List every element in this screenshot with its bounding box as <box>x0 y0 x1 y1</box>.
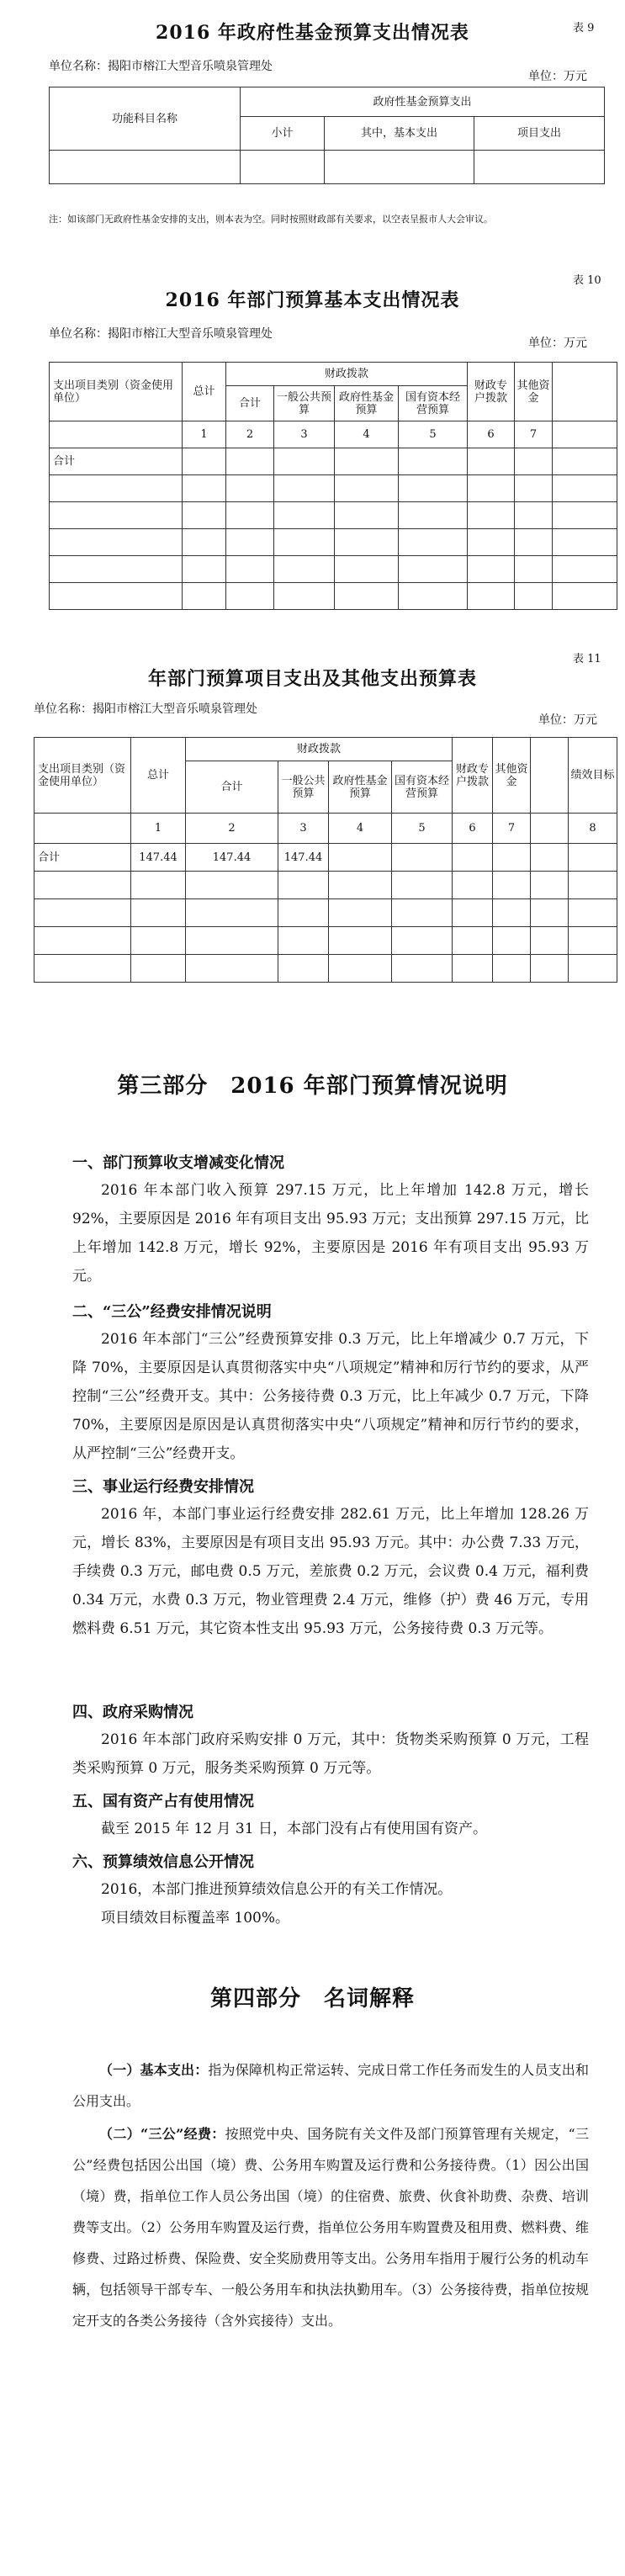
total-label: 合计 <box>50 448 183 475</box>
section-heading: 四、政府采购情况 <box>72 1704 193 1721</box>
header-func-subject: 功能科目名称 <box>50 87 241 151</box>
header-fiscal: 财政拨款 <box>226 363 468 386</box>
section-paragraph: 2016 年本部门政府采购安排 0 万元，其中：货物类采购预算 0 万元，工程类采购预算 0 万元，服务类采购预算 0 万元等。 <box>72 1731 589 1777</box>
term-three-public <box>72 2118 589 2336</box>
header-special: 财政专户拨款 <box>453 738 493 814</box>
table-row <box>50 529 617 556</box>
table-number: 表 10 <box>573 274 601 287</box>
table-row <box>50 151 605 184</box>
table-row <box>34 844 617 872</box>
header-state: 国有资本经营预算 <box>399 386 468 421</box>
term-definition: 按照党中央、国务院有关文件及部门预算管理有关规定，“三公”经费包括因公出国（境）费、公务用车购置及运行费和公务接待费。（1）因公出国（境）费，指单位工作人员公务出国（境）的住宿费、旅费、伙食补助费、杂费、培训费等支出。（2）公务用车购置及运行费，指单位公务用车购置费及租用费、燃料费、维修费、过路过桥费、保险费、安全奖励费用等支出。公务用车指用于履行公务的机动车辆，包括领导干部专车、一般公务用车和执法执勤用车。（3）公务接待费，指单位按规定开支的各类公务接待（含外宾接待）支出。 <box>72 2126 589 2329</box>
section-heading: 五、国有资产占有使用情况 <box>72 1793 254 1810</box>
term-label: （一）基本支出： <box>99 2062 209 2078</box>
table-row <box>34 955 617 983</box>
section-paragraph: 2016 年本部门“三公”经费预算安排 0.3 万元，比上年增减少 0.7 万元，下降 70%，主要原因是认真贯彻落实中央“八项规定”精神和厉行节约的要求，从严控制“三公”经费开支。其中：公务接待费 0.3 万元，比上年减少 0.7 万元，下降 70%，主要原因是原因是认真贯彻落实中央“八项规定”精神和厉行节约的要求，从严控制“三公”经费开支。 <box>72 1331 589 1462</box>
header-item: 支出项目类别（资金使用单位） <box>34 738 131 814</box>
table-title: 年部门预算项目支出及其他支出预算表 <box>147 668 477 690</box>
section-paragraph: 项目绩效目标覆盖率 100%。 <box>101 1910 290 1927</box>
table-row <box>50 475 617 502</box>
table-row <box>34 872 617 899</box>
term-definition: 指为保障机构正常运转、完成日常工作任务而发生的人员支出和公用支出。 <box>72 2062 589 2109</box>
unit-name: 单位名称：揭阳市榕江大型音乐喷泉管理处 <box>34 702 257 716</box>
general-value: 147.44 <box>278 844 329 872</box>
part3-title: 第三部分 2016 年部门预算情况说明 <box>117 1073 508 1099</box>
term-label: （二）“三公”经费： <box>99 2126 225 2142</box>
table-title: 2016 年部门预算基本支出情况表 <box>165 289 460 311</box>
subtotal-value: 147.44 <box>186 844 278 872</box>
table-title: 2016 年政府性基金预算支出情况表 <box>156 22 469 44</box>
header-total: 总计 <box>183 363 226 421</box>
section-paragraph: 截至 2015 年 12 月 31 日，本部门没有占有使用国有资产。 <box>101 1821 487 1837</box>
number-row: 1 2 3 4 5 6 7 <box>50 421 617 448</box>
header-basic: 其中，基本支出 <box>325 117 474 151</box>
header-total: 总计 <box>131 738 186 814</box>
section-paragraph: 2016，本部门推进预算绩效信息公开的有关工作情况。 <box>101 1881 453 1898</box>
header-gov-fund: 政府性基金预算支出 <box>241 87 605 117</box>
table-row <box>50 556 617 583</box>
table-number: 表 9 <box>573 22 595 34</box>
header-other: 其他资金 <box>515 363 553 421</box>
table-row <box>34 927 617 955</box>
basic-expenditure-table <box>49 362 617 610</box>
header-gov: 政府性基金预算 <box>329 761 392 814</box>
part4-title: 第四部分 名词解释 <box>209 1986 415 2012</box>
unit-label: 单位：万元 <box>528 337 587 350</box>
section-heading: 一、部门预算收支增减变化情况 <box>72 1154 284 1172</box>
unit-name: 单位名称：揭阳市榕江大型音乐喷泉管理处 <box>49 327 273 341</box>
unit-label: 单位：万元 <box>538 713 597 727</box>
header-state: 国有资本经营预算 <box>392 761 453 814</box>
header-subtotal: 合计 <box>186 761 278 814</box>
unit-label: 单位：万元 <box>528 70 587 83</box>
header-item: 支出项目类别（资金使用单位） <box>50 363 183 421</box>
table-row <box>50 583 617 610</box>
header-subtotal: 合计 <box>226 386 274 421</box>
number-row: 1 2 3 4 5 6 7 8 <box>34 814 617 844</box>
header-other: 其他资金 <box>493 738 531 814</box>
project-expenditure-table <box>34 737 617 983</box>
section-paragraph: 2016 年本部门收入预算 297.15 万元，比上年增加 142.8 万元，增长 92%，主要原因是 2016 年有项目支出 95.93 万元；支出预算 297.15 万元，比上年增加 142.8 万元，增长 92%，主要原因是 2016 年有项目支出 95.93 万元。 <box>72 1182 589 1285</box>
header-special: 财政专户拨款 <box>468 363 515 421</box>
table-number: 表 11 <box>573 653 601 665</box>
section-heading: 六、预算绩效信息公开情况 <box>72 1853 254 1871</box>
unit-name: 单位名称：揭阳市榕江大型音乐喷泉管理处 <box>49 60 273 73</box>
table-row <box>50 502 617 529</box>
table-footnote: 注：如该部门无政府性基金安排的支出，则本表为空。同时按照财政部有关要求，以空表呈报市人大会审议。 <box>49 214 493 225</box>
header-project: 项目支出 <box>474 117 605 151</box>
table-row <box>34 899 617 927</box>
header-fiscal: 财政拨款 <box>186 738 453 761</box>
header-general: 一般公共预算 <box>274 386 335 421</box>
header-performance: 绩效目标 <box>569 738 617 814</box>
section-paragraph: 2016 年，本部门事业运行经费安排 282.61 万元，比上年增加 128.26 万元，增长 83%，主要原因是有项目支出 95.93 万元。其中：办公费 7.33 万元，手续费 0.3 万元，邮电费 0.5 万元，差旅费 0.2 万元，会议费 0.4 万元，福利费 0.34 万元，水费 0.3 万元，物业管理费 2.4 万元，维修（护）费 46 万元，专用燃料费 6.51 万元，其它资本性支出 95.93 万元，公务接待费 0.3 万元等。 <box>72 1506 589 1637</box>
total-label: 合计 <box>34 844 131 872</box>
header-general: 一般公共预算 <box>278 761 329 814</box>
header-gov: 政府性基金预算 <box>335 386 399 421</box>
section-heading: 二、“三公”经费安排情况说明 <box>72 1303 272 1321</box>
total-value: 147.44 <box>131 844 186 872</box>
gov-fund-table <box>49 87 605 184</box>
section-heading: 三、事业运行经费安排情况 <box>72 1478 254 1496</box>
table-row <box>50 448 617 475</box>
term-basic-expenditure <box>72 2054 589 2117</box>
header-subtotal: 小计 <box>241 117 325 151</box>
